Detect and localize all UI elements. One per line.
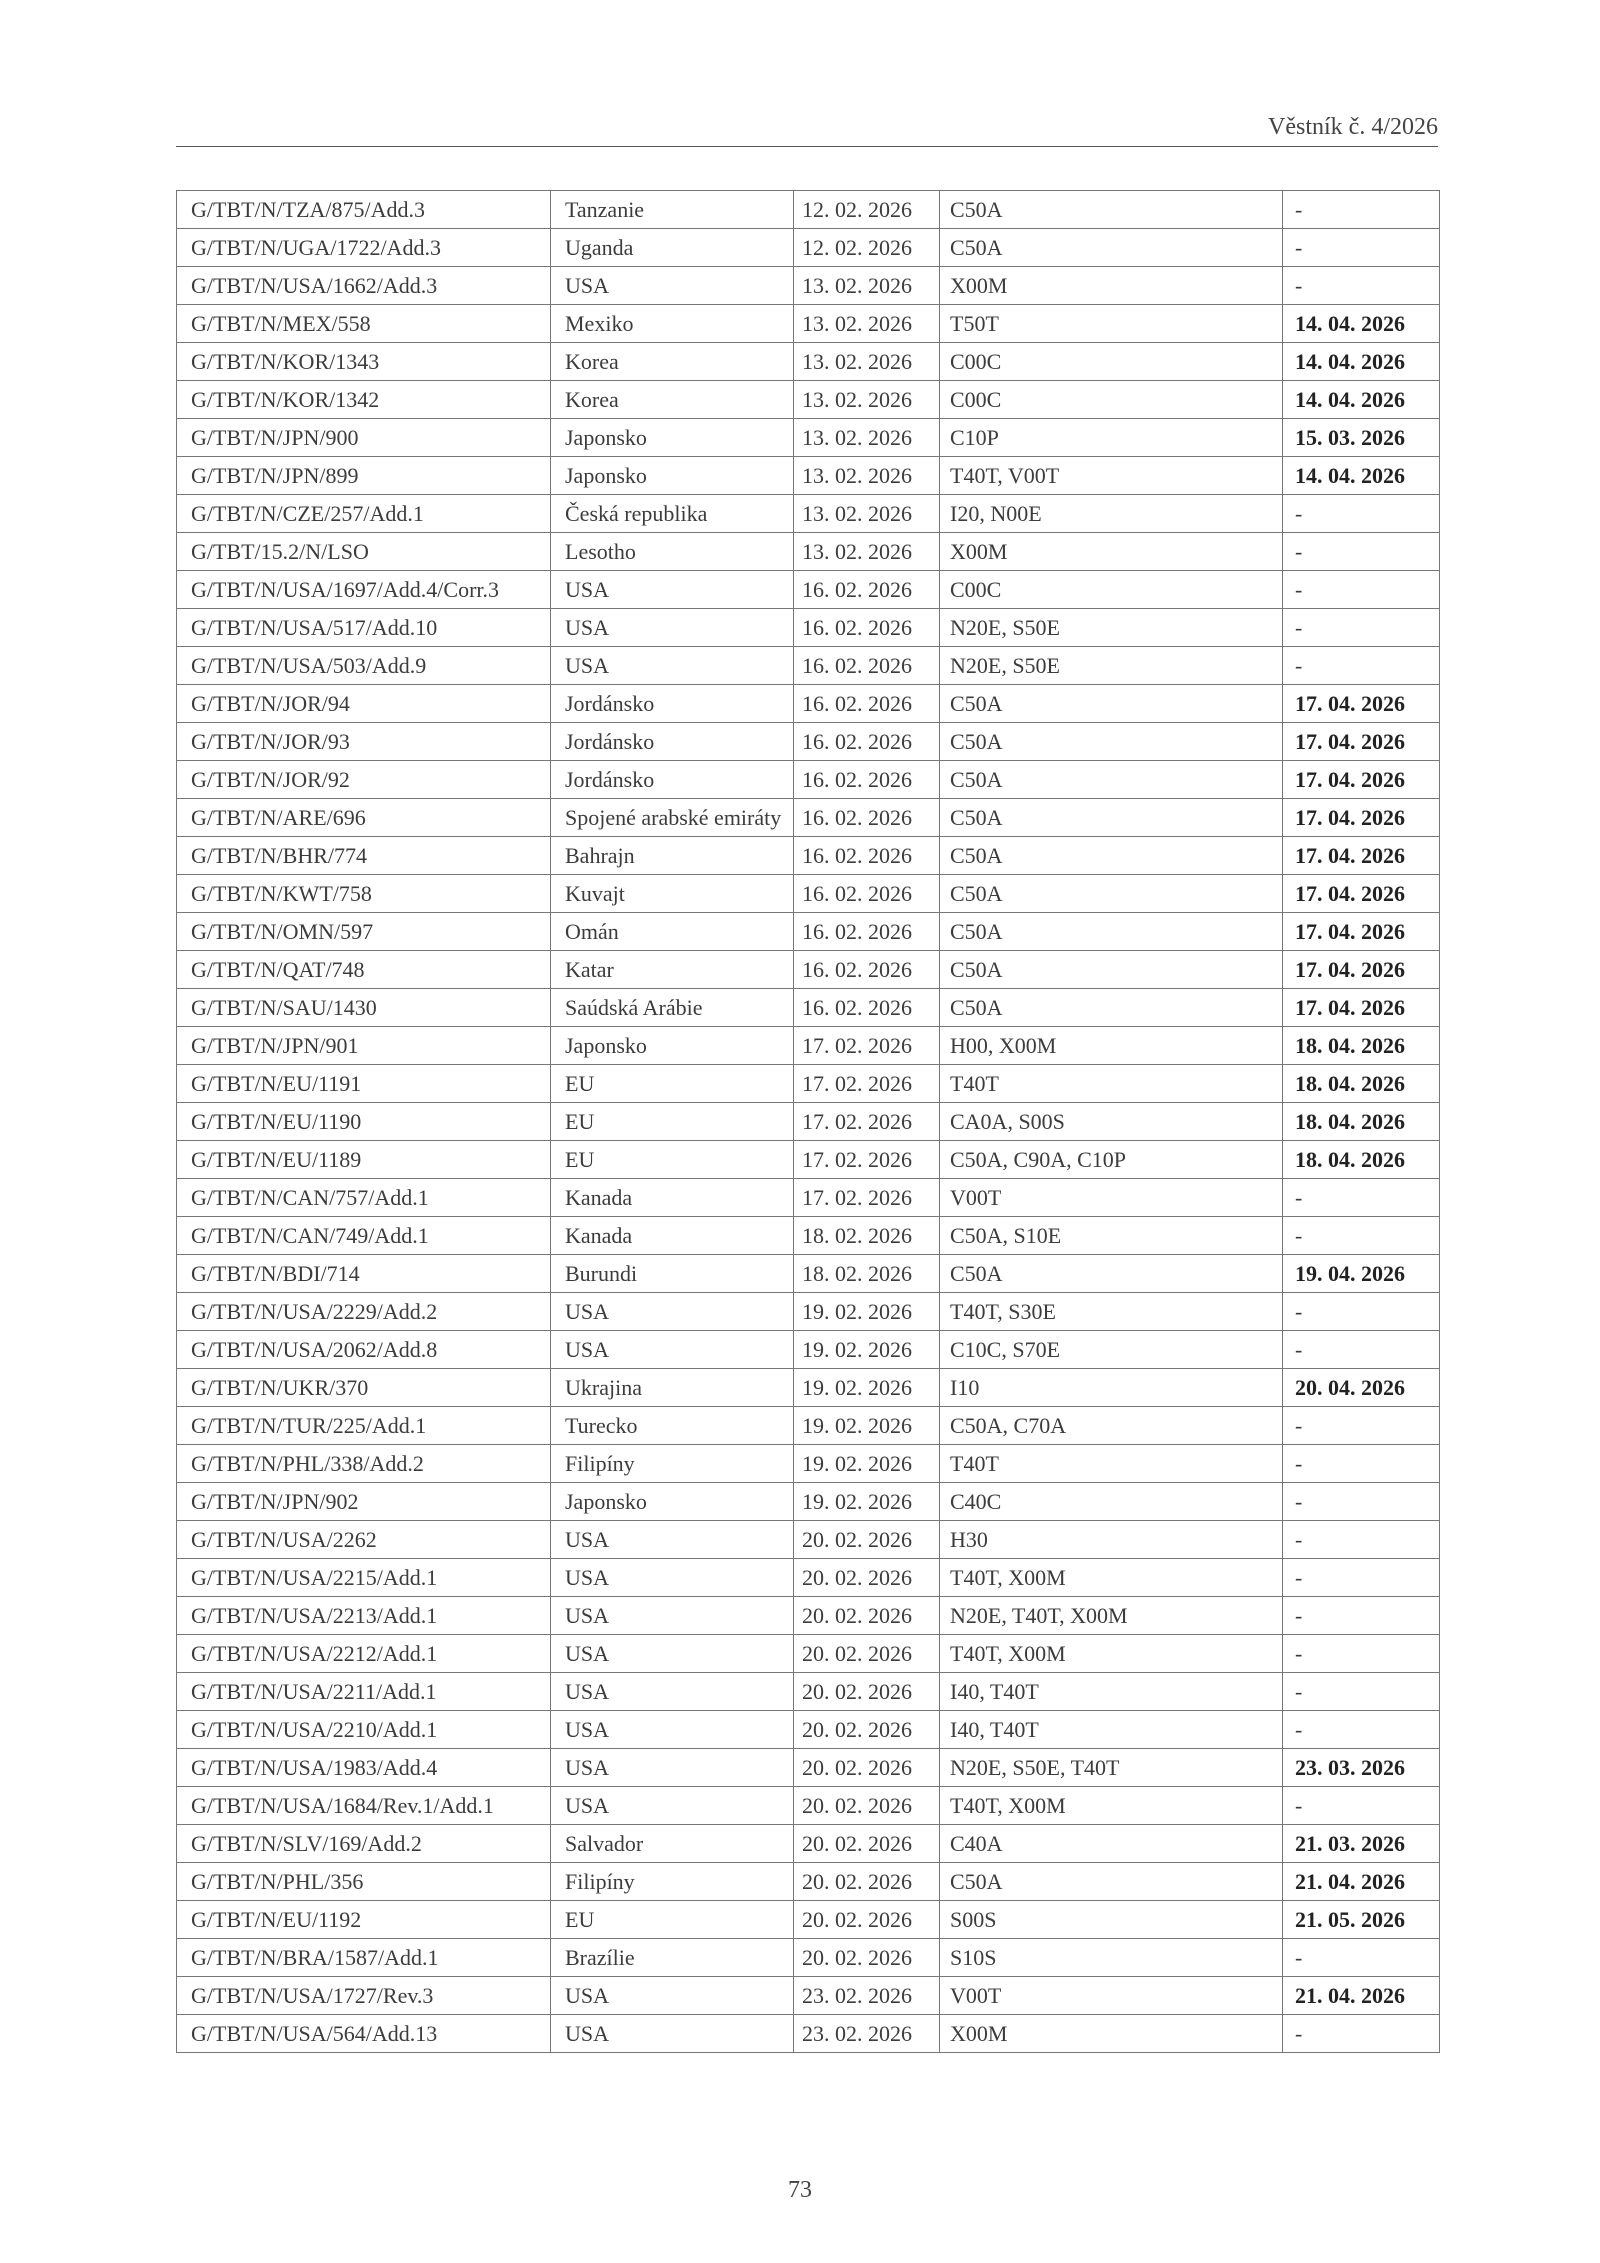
table-row: [177, 1103, 1440, 1141]
country-cell: USA: [551, 609, 794, 647]
comment-deadline-cell: 21. 04. 2026: [1283, 1863, 1440, 1901]
ics-code-cell: C50A: [940, 875, 1283, 913]
date-cell: 12. 02. 2026: [794, 191, 940, 229]
ics-code-cell: S00S: [940, 1901, 1283, 1939]
date-cell: 20. 02. 2026: [794, 1559, 940, 1597]
table-row: [177, 1711, 1440, 1749]
country-cell: Omán: [551, 913, 794, 951]
table-row: [177, 1825, 1440, 1863]
country-cell: Kanada: [551, 1179, 794, 1217]
date-cell: 17. 02. 2026: [794, 1141, 940, 1179]
comment-deadline-cell: 18. 04. 2026: [1283, 1065, 1440, 1103]
country-cell: Japonsko: [551, 457, 794, 495]
date-cell: 13. 02. 2026: [794, 495, 940, 533]
date-cell: 19. 02. 2026: [794, 1483, 940, 1521]
comment-deadline-cell: 17. 04. 2026: [1283, 913, 1440, 951]
comment-deadline-cell: 14. 04. 2026: [1283, 381, 1440, 419]
table-row: [177, 1521, 1440, 1559]
date-cell: 20. 02. 2026: [794, 1597, 940, 1635]
country-cell: EU: [551, 1901, 794, 1939]
table-row: [177, 1939, 1440, 1977]
date-cell: 17. 02. 2026: [794, 1103, 940, 1141]
comment-deadline-cell: 17. 04. 2026: [1283, 951, 1440, 989]
country-cell: EU: [551, 1103, 794, 1141]
comment-deadline-cell: 21. 05. 2026: [1283, 1901, 1440, 1939]
comment-deadline-cell: 14. 04. 2026: [1283, 305, 1440, 343]
ics-code-cell: C50A: [940, 191, 1283, 229]
comment-deadline-cell: 17. 04. 2026: [1283, 761, 1440, 799]
document-number-cell: G/TBT/N/EU/1190: [177, 1103, 551, 1141]
document-number-cell: G/TBT/N/USA/2062/Add.8: [177, 1331, 551, 1369]
ics-code-cell: C50A: [940, 837, 1283, 875]
ics-code-cell: C40A: [940, 1825, 1283, 1863]
country-cell: USA: [551, 1559, 794, 1597]
comment-deadline-cell: -: [1283, 267, 1440, 305]
country-cell: USA: [551, 647, 794, 685]
document-number-cell: G/TBT/N/KWT/758: [177, 875, 551, 913]
ics-code-cell: C50A: [940, 229, 1283, 267]
notifications-table: [176, 190, 1440, 2053]
country-cell: Tanzanie: [551, 191, 794, 229]
date-cell: 13. 02. 2026: [794, 457, 940, 495]
ics-code-cell: C00C: [940, 343, 1283, 381]
table-row: [177, 1065, 1440, 1103]
ics-code-cell: T40T, X00M: [940, 1559, 1283, 1597]
table-row: [177, 533, 1440, 571]
date-cell: 13. 02. 2026: [794, 419, 940, 457]
date-cell: 19. 02. 2026: [794, 1369, 940, 1407]
country-cell: Kanada: [551, 1217, 794, 1255]
table-row: [177, 419, 1440, 457]
country-cell: Ukrajina: [551, 1369, 794, 1407]
comment-deadline-cell: -: [1283, 571, 1440, 609]
date-cell: 20. 02. 2026: [794, 1521, 940, 1559]
country-cell: Japonsko: [551, 1027, 794, 1065]
document-number-cell: G/TBT/N/JPN/902: [177, 1483, 551, 1521]
document-number-cell: G/TBT/N/USA/2213/Add.1: [177, 1597, 551, 1635]
country-cell: Korea: [551, 381, 794, 419]
country-cell: Salvador: [551, 1825, 794, 1863]
date-cell: 17. 02. 2026: [794, 1179, 940, 1217]
document-number-cell: G/TBT/N/MEX/558: [177, 305, 551, 343]
date-cell: 19. 02. 2026: [794, 1331, 940, 1369]
ics-code-cell: T40T: [940, 1445, 1283, 1483]
comment-deadline-cell: 17. 04. 2026: [1283, 723, 1440, 761]
date-cell: 20. 02. 2026: [794, 1635, 940, 1673]
page-number: 73: [788, 2177, 812, 2203]
ics-code-cell: T40T, X00M: [940, 1787, 1283, 1825]
comment-deadline-cell: -: [1283, 1179, 1440, 1217]
comment-deadline-cell: 17. 04. 2026: [1283, 875, 1440, 913]
table-row: [177, 609, 1440, 647]
ics-code-cell: C50A: [940, 799, 1283, 837]
document-number-cell: G/TBT/N/USA/2210/Add.1: [177, 1711, 551, 1749]
document-number-cell: G/TBT/N/JPN/900: [177, 419, 551, 457]
country-cell: Spojené arabské emiráty: [551, 799, 794, 837]
comment-deadline-cell: -: [1283, 1635, 1440, 1673]
ics-code-cell: C50A: [940, 723, 1283, 761]
date-cell: 20. 02. 2026: [794, 1787, 940, 1825]
comment-deadline-cell: -: [1283, 1711, 1440, 1749]
comment-deadline-cell: -: [1283, 1445, 1440, 1483]
ics-code-cell: X00M: [940, 267, 1283, 305]
date-cell: 18. 02. 2026: [794, 1217, 940, 1255]
country-cell: Burundi: [551, 1255, 794, 1293]
comment-deadline-cell: -: [1283, 1483, 1440, 1521]
document-number-cell: G/TBT/N/USA/2262: [177, 1521, 551, 1559]
country-cell: USA: [551, 267, 794, 305]
ics-code-cell: N20E, S50E, T40T: [940, 1749, 1283, 1787]
table-row: [177, 1863, 1440, 1901]
table-row: [177, 1407, 1440, 1445]
date-cell: 19. 02. 2026: [794, 1293, 940, 1331]
document-number-cell: G/TBT/N/CZE/257/Add.1: [177, 495, 551, 533]
ics-code-cell: N20E, S50E: [940, 609, 1283, 647]
comment-deadline-cell: 17. 04. 2026: [1283, 799, 1440, 837]
document-number-cell: G/TBT/N/EU/1189: [177, 1141, 551, 1179]
comment-deadline-cell: 15. 03. 2026: [1283, 419, 1440, 457]
ics-code-cell: C50A: [940, 1255, 1283, 1293]
document-number-cell: G/TBT/N/USA/1697/Add.4/Corr.3: [177, 571, 551, 609]
date-cell: 13. 02. 2026: [794, 381, 940, 419]
country-cell: Lesotho: [551, 533, 794, 571]
ics-code-cell: I10: [940, 1369, 1283, 1407]
ics-code-cell: H00, X00M: [940, 1027, 1283, 1065]
country-cell: Bahrajn: [551, 837, 794, 875]
ics-code-cell: C10C, S70E: [940, 1331, 1283, 1369]
table-row: [177, 343, 1440, 381]
table-body: [177, 191, 1440, 2053]
country-cell: USA: [551, 1711, 794, 1749]
table-row: [177, 1559, 1440, 1597]
comment-deadline-cell: 14. 04. 2026: [1283, 457, 1440, 495]
table-row: [177, 229, 1440, 267]
ics-code-cell: X00M: [940, 533, 1283, 571]
date-cell: 19. 02. 2026: [794, 1407, 940, 1445]
document-number-cell: G/TBT/N/USA/564/Add.13: [177, 2015, 551, 2053]
comment-deadline-cell: 14. 04. 2026: [1283, 343, 1440, 381]
comment-deadline-cell: -: [1283, 1217, 1440, 1255]
date-cell: 16. 02. 2026: [794, 571, 940, 609]
ics-code-cell: C50A, S10E: [940, 1217, 1283, 1255]
ics-code-cell: T40T, X00M: [940, 1635, 1283, 1673]
comment-deadline-cell: 21. 03. 2026: [1283, 1825, 1440, 1863]
comment-deadline-cell: 20. 04. 2026: [1283, 1369, 1440, 1407]
document-number-cell: G/TBT/N/KOR/1343: [177, 343, 551, 381]
table-row: [177, 1483, 1440, 1521]
ics-code-cell: C00C: [940, 381, 1283, 419]
comment-deadline-cell: -: [1283, 495, 1440, 533]
comment-deadline-cell: -: [1283, 647, 1440, 685]
comment-deadline-cell: 18. 04. 2026: [1283, 1027, 1440, 1065]
table-row: [177, 1749, 1440, 1787]
country-cell: Uganda: [551, 229, 794, 267]
ics-code-cell: V00T: [940, 1977, 1283, 2015]
document-number-cell: G/TBT/N/SLV/169/Add.2: [177, 1825, 551, 1863]
country-cell: USA: [551, 571, 794, 609]
date-cell: 16. 02. 2026: [794, 685, 940, 723]
ics-code-cell: C50A, C90A, C10P: [940, 1141, 1283, 1179]
country-cell: USA: [551, 1673, 794, 1711]
table-row: [177, 571, 1440, 609]
ics-code-cell: N20E, T40T, X00M: [940, 1597, 1283, 1635]
document-number-cell: G/TBT/N/BHR/774: [177, 837, 551, 875]
comment-deadline-cell: 21. 04. 2026: [1283, 1977, 1440, 2015]
country-cell: USA: [551, 1977, 794, 2015]
document-number-cell: G/TBT/N/USA/2215/Add.1: [177, 1559, 551, 1597]
document-number-cell: G/TBT/N/USA/1983/Add.4: [177, 1749, 551, 1787]
date-cell: 16. 02. 2026: [794, 723, 940, 761]
date-cell: 17. 02. 2026: [794, 1065, 940, 1103]
document-number-cell: G/TBT/N/JPN/899: [177, 457, 551, 495]
comment-deadline-cell: 17. 04. 2026: [1283, 989, 1440, 1027]
document-number-cell: G/TBT/N/PHL/356: [177, 1863, 551, 1901]
document-number-cell: G/TBT/N/ARE/696: [177, 799, 551, 837]
ics-code-cell: CA0A, S00S: [940, 1103, 1283, 1141]
ics-code-cell: V00T: [940, 1179, 1283, 1217]
table-row: [177, 761, 1440, 799]
country-cell: Korea: [551, 343, 794, 381]
comment-deadline-cell: -: [1283, 2015, 1440, 2053]
date-cell: 23. 02. 2026: [794, 1977, 940, 2015]
comment-deadline-cell: -: [1283, 1939, 1440, 1977]
ics-code-cell: C50A: [940, 913, 1283, 951]
document-number-cell: G/TBT/N/JOR/94: [177, 685, 551, 723]
ics-code-cell: C50A, C70A: [940, 1407, 1283, 1445]
table-row: [177, 989, 1440, 1027]
comment-deadline-cell: -: [1283, 229, 1440, 267]
date-cell: 16. 02. 2026: [794, 799, 940, 837]
document-number-cell: G/TBT/N/CAN/749/Add.1: [177, 1217, 551, 1255]
comment-deadline-cell: -: [1283, 609, 1440, 647]
date-cell: 23. 02. 2026: [794, 2015, 940, 2053]
table-row: [177, 1445, 1440, 1483]
document-number-cell: G/TBT/N/USA/2229/Add.2: [177, 1293, 551, 1331]
document-number-cell: G/TBT/N/USA/1727/Rev.3: [177, 1977, 551, 2015]
comment-deadline-cell: -: [1283, 1787, 1440, 1825]
country-cell: USA: [551, 1293, 794, 1331]
table-row: [177, 495, 1440, 533]
table-row: [177, 1635, 1440, 1673]
comment-deadline-cell: -: [1283, 1293, 1440, 1331]
date-cell: 20. 02. 2026: [794, 1863, 940, 1901]
document-number-cell: G/TBT/N/UKR/370: [177, 1369, 551, 1407]
document-number-cell: G/TBT/N/CAN/757/Add.1: [177, 1179, 551, 1217]
document-number-cell: G/TBT/N/QAT/748: [177, 951, 551, 989]
table-row: [177, 267, 1440, 305]
page-header: [176, 112, 1438, 147]
ics-code-cell: C50A: [940, 685, 1283, 723]
table-row: [177, 647, 1440, 685]
document-number-cell: G/TBT/N/EU/1191: [177, 1065, 551, 1103]
ics-code-cell: T50T: [940, 305, 1283, 343]
ics-code-cell: I40, T40T: [940, 1711, 1283, 1749]
comment-deadline-cell: -: [1283, 1559, 1440, 1597]
document-number-cell: G/TBT/N/SAU/1430: [177, 989, 551, 1027]
document-number-cell: G/TBT/N/EU/1192: [177, 1901, 551, 1939]
ics-code-cell: C10P: [940, 419, 1283, 457]
country-cell: Mexiko: [551, 305, 794, 343]
table-row: [177, 1179, 1440, 1217]
table-row: [177, 951, 1440, 989]
ics-code-cell: T40T, V00T: [940, 457, 1283, 495]
document-number-cell: G/TBT/N/OMN/597: [177, 913, 551, 951]
table-row: [177, 1141, 1440, 1179]
country-cell: USA: [551, 1749, 794, 1787]
country-cell: USA: [551, 1597, 794, 1635]
table-row: [177, 1027, 1440, 1065]
country-cell: Jordánsko: [551, 761, 794, 799]
document-number-cell: G/TBT/N/KOR/1342: [177, 381, 551, 419]
date-cell: 16. 02. 2026: [794, 875, 940, 913]
date-cell: 16. 02. 2026: [794, 761, 940, 799]
country-cell: EU: [551, 1141, 794, 1179]
country-cell: Turecko: [551, 1407, 794, 1445]
date-cell: 17. 02. 2026: [794, 1027, 940, 1065]
date-cell: 16. 02. 2026: [794, 647, 940, 685]
date-cell: 13. 02. 2026: [794, 343, 940, 381]
country-cell: Jordánsko: [551, 685, 794, 723]
date-cell: 13. 02. 2026: [794, 267, 940, 305]
date-cell: 16. 02. 2026: [794, 951, 940, 989]
country-cell: Filipíny: [551, 1445, 794, 1483]
document-number-cell: G/TBT/N/TUR/225/Add.1: [177, 1407, 551, 1445]
comment-deadline-cell: -: [1283, 1521, 1440, 1559]
date-cell: 13. 02. 2026: [794, 305, 940, 343]
comment-deadline-cell: -: [1283, 1673, 1440, 1711]
table-row: [177, 1977, 1440, 2015]
document-number-cell: G/TBT/N/BRA/1587/Add.1: [177, 1939, 551, 1977]
table-row: [177, 1293, 1440, 1331]
ics-code-cell: S10S: [940, 1939, 1283, 1977]
document-number-cell: G/TBT/N/JOR/92: [177, 761, 551, 799]
date-cell: 20. 02. 2026: [794, 1939, 940, 1977]
country-cell: Japonsko: [551, 1483, 794, 1521]
document-number-cell: G/TBT/N/USA/2212/Add.1: [177, 1635, 551, 1673]
table-row: [177, 913, 1440, 951]
country-cell: Kuvajt: [551, 875, 794, 913]
country-cell: Jordánsko: [551, 723, 794, 761]
document-number-cell: G/TBT/N/BDI/714: [177, 1255, 551, 1293]
comment-deadline-cell: 18. 04. 2026: [1283, 1141, 1440, 1179]
ics-code-cell: C50A: [940, 1863, 1283, 1901]
document-number-cell: G/TBT/N/JOR/93: [177, 723, 551, 761]
table-row: [177, 685, 1440, 723]
table-row: [177, 2015, 1440, 2053]
table-row: [177, 1331, 1440, 1369]
date-cell: 20. 02. 2026: [794, 1673, 940, 1711]
date-cell: 18. 02. 2026: [794, 1255, 940, 1293]
date-cell: 16. 02. 2026: [794, 913, 940, 951]
document-number-cell: G/TBT/N/UGA/1722/Add.3: [177, 229, 551, 267]
country-cell: USA: [551, 2015, 794, 2053]
date-cell: 16. 02. 2026: [794, 609, 940, 647]
table-row: [177, 1369, 1440, 1407]
document-number-cell: G/TBT/N/TZA/875/Add.3: [177, 191, 551, 229]
table-row: [177, 1597, 1440, 1635]
ics-code-cell: T40T: [940, 1065, 1283, 1103]
ics-code-cell: C50A: [940, 951, 1283, 989]
comment-deadline-cell: -: [1283, 1597, 1440, 1635]
document-number-cell: G/TBT/N/USA/503/Add.9: [177, 647, 551, 685]
ics-code-cell: X00M: [940, 2015, 1283, 2053]
country-cell: USA: [551, 1331, 794, 1369]
comment-deadline-cell: 18. 04. 2026: [1283, 1103, 1440, 1141]
date-cell: 16. 02. 2026: [794, 837, 940, 875]
table-row: [177, 837, 1440, 875]
country-cell: EU: [551, 1065, 794, 1103]
table-row: [177, 457, 1440, 495]
ics-code-cell: C40C: [940, 1483, 1283, 1521]
document-number-cell: G/TBT/N/JPN/901: [177, 1027, 551, 1065]
ics-code-cell: C50A: [940, 989, 1283, 1027]
date-cell: 13. 02. 2026: [794, 533, 940, 571]
document-number-cell: G/TBT/N/USA/1684/Rev.1/Add.1: [177, 1787, 551, 1825]
table-row: [177, 799, 1440, 837]
table-row: [177, 723, 1440, 761]
table-row: [177, 1217, 1440, 1255]
table-row: [177, 191, 1440, 229]
ics-code-cell: C50A: [940, 761, 1283, 799]
ics-code-cell: T40T, S30E: [940, 1293, 1283, 1331]
country-cell: Brazílie: [551, 1939, 794, 1977]
table-row: [177, 305, 1440, 343]
date-cell: 19. 02. 2026: [794, 1445, 940, 1483]
ics-code-cell: C00C: [940, 571, 1283, 609]
table-row: [177, 381, 1440, 419]
bulletin-title: Věstník č. 4/2026: [1268, 114, 1438, 140]
document-number-cell: G/TBT/N/USA/1662/Add.3: [177, 267, 551, 305]
country-cell: Japonsko: [551, 419, 794, 457]
country-cell: USA: [551, 1787, 794, 1825]
date-cell: 20. 02. 2026: [794, 1825, 940, 1863]
country-cell: Saúdská Arábie: [551, 989, 794, 1027]
ics-code-cell: N20E, S50E: [940, 647, 1283, 685]
date-cell: 20. 02. 2026: [794, 1901, 940, 1939]
table-row: [177, 875, 1440, 913]
document-number-cell: G/TBT/15.2/N/LSO: [177, 533, 551, 571]
country-cell: Česká republika: [551, 495, 794, 533]
country-cell: Filipíny: [551, 1863, 794, 1901]
document-number-cell: G/TBT/N/PHL/338/Add.2: [177, 1445, 551, 1483]
date-cell: 20. 02. 2026: [794, 1711, 940, 1749]
document-number-cell: G/TBT/N/USA/2211/Add.1: [177, 1673, 551, 1711]
comment-deadline-cell: -: [1283, 191, 1440, 229]
comment-deadline-cell: 17. 04. 2026: [1283, 837, 1440, 875]
table-row: [177, 1673, 1440, 1711]
date-cell: 20. 02. 2026: [794, 1749, 940, 1787]
table-row: [177, 1787, 1440, 1825]
country-cell: USA: [551, 1635, 794, 1673]
ics-code-cell: I20, N00E: [940, 495, 1283, 533]
date-cell: 12. 02. 2026: [794, 229, 940, 267]
table-row: [177, 1901, 1440, 1939]
comment-deadline-cell: 17. 04. 2026: [1283, 685, 1440, 723]
ics-code-cell: H30: [940, 1521, 1283, 1559]
comment-deadline-cell: -: [1283, 1407, 1440, 1445]
document-number-cell: G/TBT/N/USA/517/Add.10: [177, 609, 551, 647]
comment-deadline-cell: -: [1283, 533, 1440, 571]
comment-deadline-cell: 23. 03. 2026: [1283, 1749, 1440, 1787]
country-cell: Katar: [551, 951, 794, 989]
date-cell: 16. 02. 2026: [794, 989, 940, 1027]
ics-code-cell: I40, T40T: [940, 1673, 1283, 1711]
comment-deadline-cell: 19. 04. 2026: [1283, 1255, 1440, 1293]
table-row: [177, 1255, 1440, 1293]
country-cell: USA: [551, 1521, 794, 1559]
comment-deadline-cell: -: [1283, 1331, 1440, 1369]
